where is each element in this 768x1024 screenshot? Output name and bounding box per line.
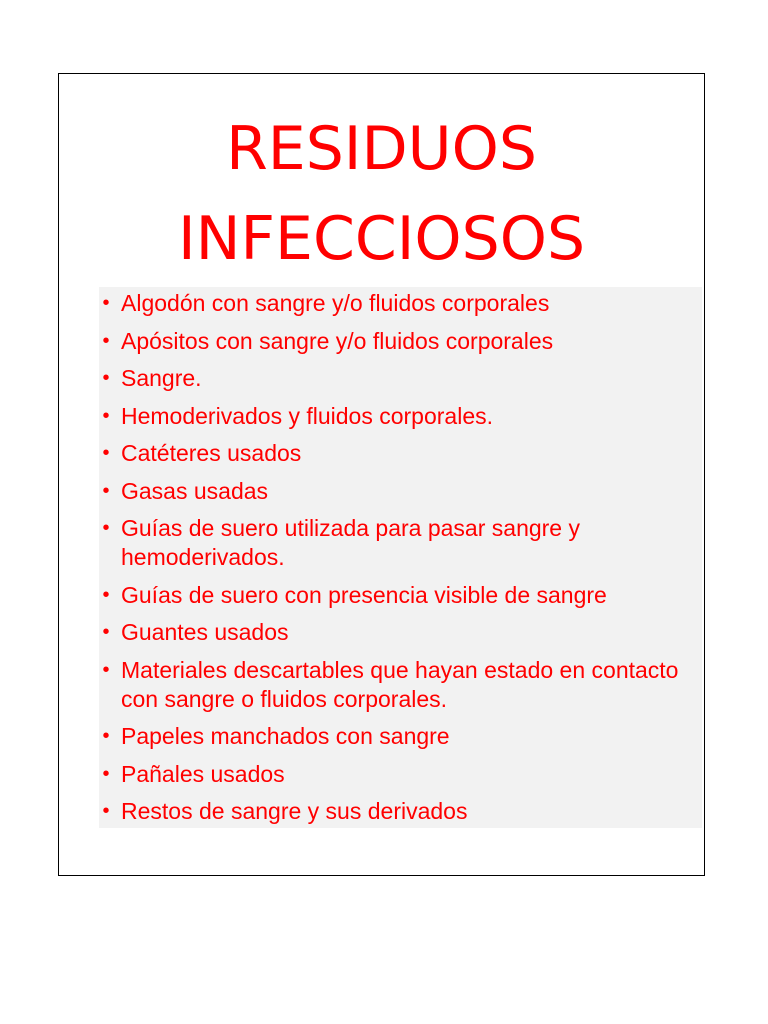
bullet-icon: • — [102, 479, 110, 502]
list-item-text: Guías de suero utilizada para pasar sangre y hemoderivados. — [121, 515, 580, 570]
list-item-text: Guantes usados — [121, 619, 289, 645]
list-item — [99, 364, 702, 393]
bullet-icon: • — [102, 800, 110, 822]
list-item — [99, 514, 702, 572]
list-item — [99, 402, 702, 431]
list-item — [99, 797, 702, 826]
list-item-text: Sangre. — [121, 365, 202, 391]
list-item — [99, 656, 702, 714]
bullet-icon: • — [102, 367, 110, 389]
bullet-icon: • — [102, 762, 110, 785]
list-item-text: Papeles manchados con sangre — [121, 723, 450, 749]
list-item — [99, 722, 702, 751]
bullet-icon: • — [102, 329, 110, 352]
list-item — [99, 439, 702, 468]
items-panel — [99, 287, 702, 828]
list-item — [99, 618, 702, 647]
list-item — [99, 477, 702, 506]
title-line-2: INFECCIOSOS — [177, 204, 586, 274]
bullet-icon: • — [102, 621, 110, 643]
list-item-text: Pañales usados — [121, 760, 285, 787]
list-item-text: Algodón con sangre y/o fluidos corporales — [121, 290, 550, 316]
bullet-icon: • — [102, 583, 110, 606]
bullet-icon: • — [102, 292, 110, 314]
list-item-text: Apósitos con sangre y/o fluidos corporales — [121, 327, 554, 354]
list-item-text: Gasas usadas — [121, 477, 269, 504]
bullet-icon: • — [102, 517, 110, 539]
title-line-1: RESIDUOS — [226, 114, 537, 184]
list-item — [99, 581, 702, 610]
list-item — [99, 289, 702, 318]
items-list — [99, 289, 702, 835]
list-item — [99, 327, 702, 356]
bullet-icon: • — [102, 725, 110, 747]
list-item-text: Hemoderivados y fluidos corporales. — [121, 402, 494, 429]
document-title — [59, 104, 704, 284]
document-frame — [58, 73, 705, 876]
bullet-icon: • — [102, 658, 110, 681]
list-item-text: Catéteres usados — [121, 440, 302, 466]
list-item — [99, 760, 702, 789]
list-item-text: Restos de sangre y sus derivados — [121, 798, 468, 824]
bullet-icon: • — [102, 404, 110, 427]
bullet-icon: • — [102, 442, 110, 464]
list-item-text: Guías de suero con presencia visible de sangre — [121, 581, 607, 608]
list-item-text: Materiales descartables que hayan estado en contacto con sangre o fluidos corporales. — [121, 656, 679, 712]
